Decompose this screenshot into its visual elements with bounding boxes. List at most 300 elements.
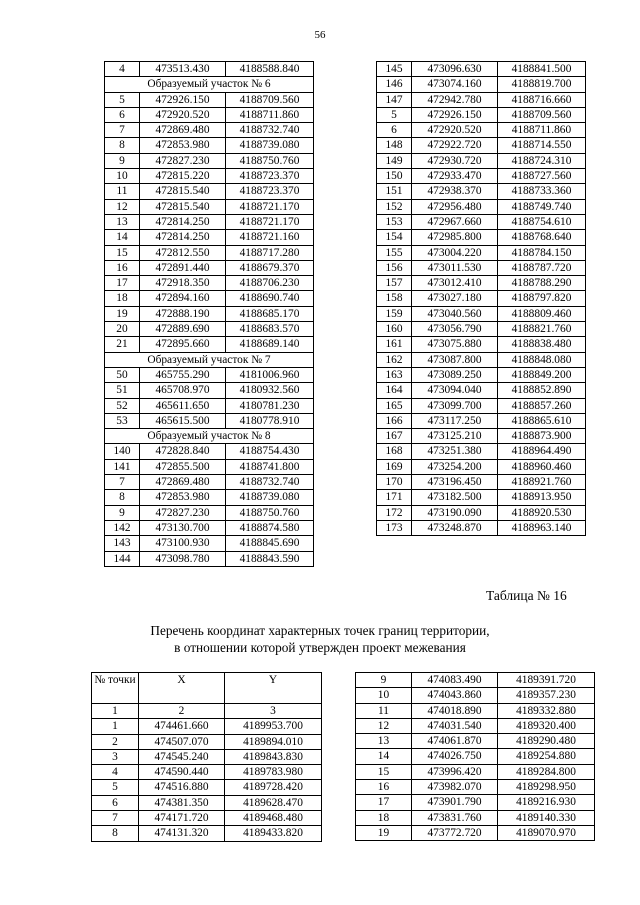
header-y: Y	[225, 673, 322, 704]
table-row	[105, 291, 314, 306]
header-x: X	[139, 673, 225, 704]
x-coordinate-cell: 465708.970	[140, 383, 226, 398]
table-row	[377, 444, 586, 459]
y-coordinate-cell: 4188749.740	[498, 199, 586, 214]
x-coordinate-cell: 472853.980	[140, 138, 226, 153]
x-coordinate-cell: 473772.720	[412, 825, 498, 840]
table-row	[92, 811, 322, 826]
point-number-cell: 19	[105, 306, 140, 321]
point-number-cell: 21	[105, 337, 140, 352]
y-coordinate-cell: 4188714.550	[498, 138, 586, 153]
table-row	[377, 475, 586, 490]
table-row	[92, 719, 322, 734]
table-row	[105, 199, 314, 214]
x-coordinate-cell: 472894.160	[140, 291, 226, 306]
point-number-cell: 3	[92, 749, 139, 764]
table-row	[377, 107, 586, 122]
y-coordinate-cell: 4188732.740	[226, 475, 314, 490]
table-row	[105, 62, 314, 77]
y-coordinate-cell: 4188750.760	[226, 153, 314, 168]
point-number-cell: 10	[356, 688, 412, 703]
y-coordinate-cell: 4189468.480	[225, 811, 322, 826]
y-coordinate-cell: 4189843.830	[225, 749, 322, 764]
table-row	[377, 62, 586, 77]
point-number-cell: 18	[356, 810, 412, 825]
x-coordinate-cell: 474043.860	[412, 688, 498, 703]
header-point-number: № точки	[92, 673, 139, 704]
point-number-cell: 149	[377, 153, 412, 168]
y-coordinate-cell: 4189391.720	[498, 673, 595, 688]
x-coordinate-cell: 472814.250	[140, 214, 226, 229]
x-coordinate-cell: 472895.660	[140, 337, 226, 352]
caption-line-2: в отношении которой утвержден проект межевания	[174, 640, 466, 655]
table-row	[356, 764, 595, 779]
y-coordinate-cell: 4188963.140	[498, 520, 586, 535]
y-coordinate-cell: 4188741.800	[226, 459, 314, 474]
table-row	[377, 291, 586, 306]
x-coordinate-cell: 473040.560	[412, 306, 498, 321]
x-coordinate-cell: 474507.070	[139, 734, 225, 749]
table-row	[377, 383, 586, 398]
table-row	[377, 367, 586, 382]
coordinates-table-top-right	[376, 61, 586, 536]
table-row	[105, 383, 314, 398]
y-coordinate-cell: 4189783.980	[225, 765, 322, 780]
point-number-cell: 168	[377, 444, 412, 459]
table-row	[105, 138, 314, 153]
y-coordinate-cell: 4189628.470	[225, 795, 322, 810]
point-number-cell: 6	[377, 123, 412, 138]
y-coordinate-cell: 4188739.080	[226, 490, 314, 505]
x-coordinate-cell: 473004.220	[412, 245, 498, 260]
x-coordinate-cell: 473831.760	[412, 810, 498, 825]
point-number-cell: 162	[377, 352, 412, 367]
table-row	[377, 184, 586, 199]
point-number-cell: 167	[377, 429, 412, 444]
x-coordinate-cell: 473027.180	[412, 291, 498, 306]
table-row	[356, 825, 595, 840]
x-coordinate-cell: 472827.230	[140, 153, 226, 168]
y-coordinate-cell: 4189332.880	[498, 703, 595, 718]
x-coordinate-cell: 474381.350	[139, 795, 225, 810]
table-row	[105, 520, 314, 535]
x-coordinate-cell: 473094.040	[412, 383, 498, 398]
x-coordinate-cell: 473056.790	[412, 322, 498, 337]
table-row	[377, 505, 586, 520]
point-number-cell: 9	[105, 153, 140, 168]
table-row	[377, 260, 586, 275]
y-coordinate-cell: 4189254.880	[498, 749, 595, 764]
y-coordinate-cell: 4188768.640	[498, 230, 586, 245]
y-coordinate-cell: 4189728.420	[225, 780, 322, 795]
table-row	[105, 153, 314, 168]
table-row	[92, 734, 322, 749]
x-coordinate-cell: 472812.550	[140, 245, 226, 260]
column-number-row	[92, 704, 322, 719]
table-row	[356, 673, 595, 688]
y-coordinate-cell: 4188588.840	[226, 62, 314, 77]
table-label: Таблица № 16	[486, 588, 567, 603]
x-coordinate-cell: 472828.840	[140, 444, 226, 459]
point-number-cell: 13	[356, 734, 412, 749]
point-number-cell: 18	[105, 291, 140, 306]
y-coordinate-cell: 4189320.400	[498, 718, 595, 733]
y-coordinate-cell: 4189284.800	[498, 764, 595, 779]
y-coordinate-cell: 4189953.700	[225, 719, 322, 734]
point-number-cell: 9	[105, 505, 140, 520]
point-number-cell: 172	[377, 505, 412, 520]
y-coordinate-cell: 4188685.170	[226, 306, 314, 321]
x-coordinate-cell: 474031.540	[412, 718, 498, 733]
y-coordinate-cell: 4188754.610	[498, 214, 586, 229]
point-number-cell: 143	[105, 536, 140, 551]
y-coordinate-cell: 4188716.660	[498, 92, 586, 107]
point-number-cell: 140	[105, 444, 140, 459]
table-row	[105, 536, 314, 551]
point-number-cell: 5	[105, 92, 140, 107]
x-coordinate-cell: 472869.480	[140, 123, 226, 138]
x-coordinate-cell: 472938.370	[412, 184, 498, 199]
point-number-cell: 148	[377, 138, 412, 153]
y-coordinate-cell: 4180778.910	[226, 413, 314, 428]
table-row	[105, 260, 314, 275]
point-number-cell: 17	[356, 795, 412, 810]
x-coordinate-cell: 474018.890	[412, 703, 498, 718]
table-row	[377, 230, 586, 245]
x-coordinate-cell: 473996.420	[412, 764, 498, 779]
x-coordinate-cell: 473089.250	[412, 367, 498, 382]
x-coordinate-cell: 472933.470	[412, 169, 498, 184]
x-coordinate-cell: 472815.540	[140, 184, 226, 199]
point-number-cell: 164	[377, 383, 412, 398]
x-coordinate-cell: 473254.200	[412, 459, 498, 474]
column-number: 2	[139, 704, 225, 719]
point-number-cell: 153	[377, 214, 412, 229]
y-coordinate-cell: 4188750.760	[226, 505, 314, 520]
x-coordinate-cell: 472926.150	[140, 92, 226, 107]
point-number-cell: 155	[377, 245, 412, 260]
table-row	[377, 123, 586, 138]
point-number-cell: 156	[377, 260, 412, 275]
section-title: Образуемый участок № 6	[105, 77, 314, 92]
boundary-table-left	[91, 672, 322, 842]
table-row	[377, 520, 586, 535]
table-row	[92, 780, 322, 795]
x-coordinate-cell: 473248.870	[412, 520, 498, 535]
y-coordinate-cell: 4188727.560	[498, 169, 586, 184]
y-coordinate-cell: 4188733.360	[498, 184, 586, 199]
x-coordinate-cell: 472956.480	[412, 199, 498, 214]
y-coordinate-cell: 4189298.950	[498, 780, 595, 795]
table-row	[377, 322, 586, 337]
x-coordinate-cell: 473098.780	[140, 551, 226, 566]
y-coordinate-cell: 4188848.080	[498, 352, 586, 367]
table-row	[92, 795, 322, 810]
table-row	[377, 169, 586, 184]
table-row	[105, 367, 314, 382]
x-coordinate-cell: 472855.500	[140, 459, 226, 474]
page-number: 56	[314, 29, 326, 41]
table-row	[377, 398, 586, 413]
y-coordinate-cell: 4188797.820	[498, 291, 586, 306]
table-row	[105, 413, 314, 428]
x-coordinate-cell: 472827.230	[140, 505, 226, 520]
y-coordinate-cell: 4188732.740	[226, 123, 314, 138]
x-coordinate-cell: 473099.700	[412, 398, 498, 413]
y-coordinate-cell: 4188843.590	[226, 551, 314, 566]
y-coordinate-cell: 4188841.500	[498, 62, 586, 77]
point-number-cell: 12	[105, 199, 140, 214]
y-coordinate-cell: 4189894.010	[225, 734, 322, 749]
x-coordinate-cell: 474516.880	[139, 780, 225, 795]
point-number-cell: 5	[92, 780, 139, 795]
table-row	[105, 107, 314, 122]
table-row	[105, 337, 314, 352]
section-header-row	[105, 352, 314, 367]
table-row	[377, 92, 586, 107]
y-coordinate-cell: 4188849.200	[498, 367, 586, 382]
point-number-cell: 16	[356, 780, 412, 795]
table-row	[377, 138, 586, 153]
table-row	[92, 765, 322, 780]
point-number-cell: 2	[92, 734, 139, 749]
point-number-cell: 7	[105, 123, 140, 138]
y-coordinate-cell: 4188788.290	[498, 276, 586, 291]
y-coordinate-cell: 4188721.170	[226, 199, 314, 214]
y-coordinate-cell: 4188709.560	[226, 92, 314, 107]
table-caption	[0, 622, 640, 656]
x-coordinate-cell: 472922.720	[412, 138, 498, 153]
point-number-cell: 13	[105, 214, 140, 229]
table-row	[377, 276, 586, 291]
y-coordinate-cell: 4188913.950	[498, 490, 586, 505]
x-coordinate-cell: 473190.090	[412, 505, 498, 520]
x-coordinate-cell: 473901.790	[412, 795, 498, 810]
x-coordinate-cell: 472926.150	[412, 107, 498, 122]
point-number-cell: 160	[377, 322, 412, 337]
point-number-cell: 144	[105, 551, 140, 566]
point-number-cell: 6	[92, 795, 139, 810]
y-coordinate-cell: 4188964.490	[498, 444, 586, 459]
x-coordinate-cell: 474026.750	[412, 749, 498, 764]
point-number-cell: 50	[105, 367, 140, 382]
point-number-cell: 163	[377, 367, 412, 382]
x-coordinate-cell: 473513.430	[140, 62, 226, 77]
y-coordinate-cell: 4188852.890	[498, 383, 586, 398]
table-row	[356, 795, 595, 810]
point-number-cell: 53	[105, 413, 140, 428]
table-row	[105, 475, 314, 490]
caption-line-1: Перечень координат характерных точек границ территории,	[150, 623, 490, 638]
point-number-cell: 151	[377, 184, 412, 199]
point-number-cell: 12	[356, 718, 412, 733]
table-row	[377, 77, 586, 92]
point-number-cell: 52	[105, 398, 140, 413]
x-coordinate-cell: 465755.290	[140, 367, 226, 382]
point-number-cell: 1	[92, 719, 139, 734]
point-number-cell: 7	[105, 475, 140, 490]
header-row	[92, 673, 322, 704]
point-number-cell: 171	[377, 490, 412, 505]
y-coordinate-cell: 4188819.700	[498, 77, 586, 92]
x-coordinate-cell: 474590.440	[139, 765, 225, 780]
y-coordinate-cell: 4188960.460	[498, 459, 586, 474]
boundary-table-right	[355, 672, 595, 841]
table-row	[105, 276, 314, 291]
table-row	[356, 703, 595, 718]
point-number-cell: 159	[377, 306, 412, 321]
x-coordinate-cell: 472920.520	[140, 107, 226, 122]
y-coordinate-cell: 4188711.860	[226, 107, 314, 122]
y-coordinate-cell: 4188845.690	[226, 536, 314, 551]
y-coordinate-cell: 4180932.560	[226, 383, 314, 398]
x-coordinate-cell: 472869.480	[140, 475, 226, 490]
y-coordinate-cell: 4189357.230	[498, 688, 595, 703]
y-coordinate-cell: 4188689.140	[226, 337, 314, 352]
table-row	[377, 245, 586, 260]
x-coordinate-cell: 472930.720	[412, 153, 498, 168]
x-coordinate-cell: 474171.720	[139, 811, 225, 826]
point-number-cell: 15	[105, 245, 140, 260]
y-coordinate-cell: 4188709.560	[498, 107, 586, 122]
table-row	[356, 718, 595, 733]
x-coordinate-cell: 472891.440	[140, 260, 226, 275]
table-row	[105, 123, 314, 138]
table-row	[105, 184, 314, 199]
x-coordinate-cell: 472967.660	[412, 214, 498, 229]
point-number-cell: 11	[105, 184, 140, 199]
point-number-cell: 19	[356, 825, 412, 840]
x-coordinate-cell: 465615.500	[140, 413, 226, 428]
y-coordinate-cell: 4188683.570	[226, 322, 314, 337]
point-number-cell: 161	[377, 337, 412, 352]
point-number-cell: 9	[356, 673, 412, 688]
y-coordinate-cell: 4189216.930	[498, 795, 595, 810]
table-row	[356, 810, 595, 825]
table-row	[377, 429, 586, 444]
y-coordinate-cell: 4188809.460	[498, 306, 586, 321]
x-coordinate-cell: 473117.250	[412, 413, 498, 428]
table-row	[377, 153, 586, 168]
table-row	[105, 459, 314, 474]
section-header-row	[105, 429, 314, 444]
point-number-cell: 6	[105, 107, 140, 122]
point-number-cell: 154	[377, 230, 412, 245]
y-coordinate-cell: 4188724.310	[498, 153, 586, 168]
y-coordinate-cell: 4188721.170	[226, 214, 314, 229]
point-number-cell: 158	[377, 291, 412, 306]
column-number: 1	[92, 704, 139, 719]
y-coordinate-cell: 4180781.230	[226, 398, 314, 413]
table-row	[356, 749, 595, 764]
x-coordinate-cell: 473982.070	[412, 780, 498, 795]
table-row	[105, 551, 314, 566]
point-number-cell: 157	[377, 276, 412, 291]
point-number-cell: 146	[377, 77, 412, 92]
point-number-cell: 142	[105, 520, 140, 535]
table-row	[105, 322, 314, 337]
point-number-cell: 20	[105, 322, 140, 337]
y-coordinate-cell: 4189433.820	[225, 826, 322, 841]
table-row	[105, 398, 314, 413]
x-coordinate-cell: 472888.190	[140, 306, 226, 321]
x-coordinate-cell: 474131.320	[139, 826, 225, 841]
y-coordinate-cell: 4188838.480	[498, 337, 586, 352]
x-coordinate-cell: 473074.160	[412, 77, 498, 92]
y-coordinate-cell: 4188690.740	[226, 291, 314, 306]
point-number-cell: 4	[92, 765, 139, 780]
y-coordinate-cell: 4189070.970	[498, 825, 595, 840]
table-row	[92, 749, 322, 764]
table-row	[92, 826, 322, 841]
point-number-cell: 170	[377, 475, 412, 490]
y-coordinate-cell: 4188787.720	[498, 260, 586, 275]
x-coordinate-cell: 474061.870	[412, 734, 498, 749]
x-coordinate-cell: 473012.410	[412, 276, 498, 291]
y-coordinate-cell: 4189140.330	[498, 810, 595, 825]
x-coordinate-cell: 472985.800	[412, 230, 498, 245]
x-coordinate-cell: 474461.660	[139, 719, 225, 734]
x-coordinate-cell: 472815.540	[140, 199, 226, 214]
y-coordinate-cell: 4188723.370	[226, 169, 314, 184]
point-number-cell: 145	[377, 62, 412, 77]
point-number-cell: 14	[105, 230, 140, 245]
section-title: Образуемый участок № 7	[105, 352, 314, 367]
y-coordinate-cell: 4188723.370	[226, 184, 314, 199]
y-coordinate-cell: 4188711.860	[498, 123, 586, 138]
point-number-cell: 4	[105, 62, 140, 77]
table-row	[105, 444, 314, 459]
point-number-cell: 5	[377, 107, 412, 122]
y-coordinate-cell: 4188717.280	[226, 245, 314, 260]
point-number-cell: 16	[105, 260, 140, 275]
x-coordinate-cell: 473075.880	[412, 337, 498, 352]
point-number-cell: 141	[105, 459, 140, 474]
point-number-cell: 17	[105, 276, 140, 291]
y-coordinate-cell: 4188920.530	[498, 505, 586, 520]
point-number-cell: 166	[377, 413, 412, 428]
point-number-cell: 169	[377, 459, 412, 474]
y-coordinate-cell: 4189290.480	[498, 734, 595, 749]
table-row	[377, 306, 586, 321]
table-row	[377, 214, 586, 229]
table-row	[377, 199, 586, 214]
y-coordinate-cell: 4188679.370	[226, 260, 314, 275]
coordinates-table-top-left	[104, 61, 314, 567]
x-coordinate-cell: 472942.780	[412, 92, 498, 107]
column-number: 3	[225, 704, 322, 719]
table-row	[377, 337, 586, 352]
x-coordinate-cell: 472814.250	[140, 230, 226, 245]
x-coordinate-cell: 474545.240	[139, 749, 225, 764]
point-number-cell: 51	[105, 383, 140, 398]
x-coordinate-cell: 474083.490	[412, 673, 498, 688]
x-coordinate-cell: 472918.350	[140, 276, 226, 291]
point-number-cell: 8	[105, 490, 140, 505]
y-coordinate-cell: 4188706.230	[226, 276, 314, 291]
y-coordinate-cell: 4188857.260	[498, 398, 586, 413]
point-number-cell: 150	[377, 169, 412, 184]
y-coordinate-cell: 4188721.160	[226, 230, 314, 245]
table-row	[356, 688, 595, 703]
x-coordinate-cell: 473096.630	[412, 62, 498, 77]
table-row	[377, 413, 586, 428]
table-row	[105, 505, 314, 520]
x-coordinate-cell: 473125.210	[412, 429, 498, 444]
x-coordinate-cell: 473196.450	[412, 475, 498, 490]
point-number-cell: 8	[105, 138, 140, 153]
x-coordinate-cell: 472889.690	[140, 322, 226, 337]
